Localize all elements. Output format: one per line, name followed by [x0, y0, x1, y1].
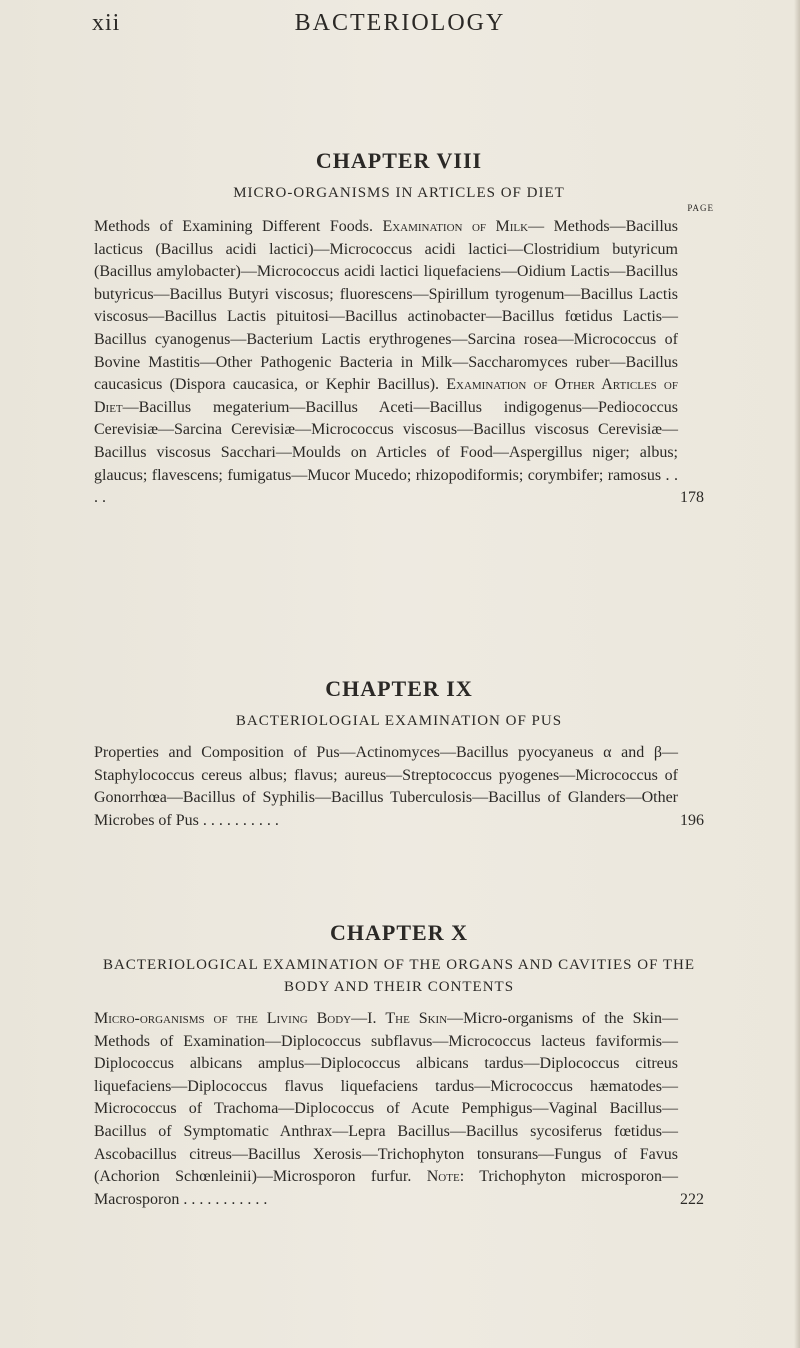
running-title: BACTERIOLOGY: [294, 10, 506, 36]
contents-text: —Micro-organisms of the Skin—Methods of Examination—Diplococcus subflavus—Micrococcus lacteus faviformis—Diplococcus albicans amplus—Diplococcus albicans tardus—Diplococcus citreus liquefaciens—Diplococcus flavus liquefaciens tardus—Micrococcus hæmatodes—Micrococcus of Trachoma—Diplococcus of Acute Pemphigus—Vaginal Bacillus—Bacillus of Symptomatic Anthrax—Lepra Bacillus—Bacillus sycosiferus fœtidus—Ascobacillus citreus—Bacillus Xerosis—Trichophyton tonsurans—Fungus of Favus (Achorion Schœnleinii)—Microsporon furfur.: [94, 1010, 678, 1186]
chapter-title: CHAPTER IX: [325, 676, 473, 701]
page-edge-shadow: [794, 0, 800, 1348]
page-reference: 222: [680, 1190, 704, 1208]
page-column-label: PAGE: [687, 203, 714, 213]
contents-text: — Methods—Bacillus lacticus (Bacillus acidi lactici)—Micrococcus acidi lactici—Clostridium butyricum (Bacillus amylobacter)—Micrococcus acidi lactici liquefaciens—Oidium Lactis—Bacillus butyricus—Bacillus Butyri viscosus; fluorescens—Spirillum tyrogenum—Bacillus Lactis viscosus—Bacillus Lactis pituitosi—Bacillus actinobacter—Bacillus fœtidus Lactis—Bacillus cyanogenus—Bacterium Lactis erythrogenes—Sarcina rosea—Micrococcus of Bovine Mastitis—Other Pathogenic Bacteria in Milk—Saccharomyces ruber—Bacillus caucasicus (Dispora caucasica, or Kephir Bacillus).: [94, 218, 678, 394]
chapter-contents: [94, 216, 704, 510]
contents-text: Properties and Composition of Pus—Actinomyces—Bacillus pyocyaneus α and β—Staphylococcus cereus albus; flavus; aureus—Streptococcus pyogenes—Micrococcus of Gonorrhœa—Bacillus of Syphilis—Bacillus Tuberculosis—Bacillus of Glanders—Other Microbes of Pus . . . . . . . . . .: [94, 744, 678, 829]
chapter-x: [94, 920, 704, 1211]
section-heading: Micro-organisms of the Living Body: [94, 1010, 352, 1027]
contents-text: —Bacillus megaterium—Bacillus Aceti—Bacillus indigogenus—Pediococcus Cerevisiæ—Sarcina Cerevisiæ—Micrococcus viscosus—Bacillus viscosus Cerevisiæ—Bacillus viscosus Sacchari—Moulds on Articles of Food—Aspergillus niger; albus; glaucus; flavescens; fumigatus—Mucor Mucedo; rhizopodiformis; corymbifer; ramosus . . . .: [94, 398, 678, 507]
chapter-subtitle: BACTERIOLOGIAL EXAMINATION OF PUS: [235, 713, 563, 729]
chapter-title: CHAPTER X: [330, 920, 468, 945]
chapter-contents: [94, 742, 704, 832]
page-number: xii: [92, 10, 121, 36]
page-reference: 196: [680, 811, 704, 829]
contents-text: : Trichophyton microsporon—Macrosporon . . . . . . . . . . .: [94, 1168, 679, 1208]
section-heading: Examination of Milk: [382, 218, 529, 235]
chapter-subtitle: BACTERIOLOGICAL EXAMINATION OF THE ORGANS AND CAVITIES OF THE BODY AND THEIR CONTENTS: [102, 957, 696, 995]
contents-text: Methods of Examining Different Foods.: [94, 218, 383, 235]
chapter-title: CHAPTER VIII: [315, 148, 483, 173]
chapter-subtitle: MICRO-ORGANISMS IN ARTICLES OF DIET: [233, 185, 565, 201]
contents-text: —I.: [351, 1010, 386, 1027]
note-label: Note: [426, 1168, 460, 1186]
section-heading: The Skin: [385, 1010, 448, 1027]
page-reference: 178: [680, 489, 704, 507]
chapter-ix: [94, 676, 704, 832]
chapter-viii: [94, 148, 714, 510]
page-header: [0, 10, 800, 50]
section-heading: Examination of Other Articles of Diet: [94, 376, 678, 416]
chapter-contents: [94, 1008, 704, 1211]
